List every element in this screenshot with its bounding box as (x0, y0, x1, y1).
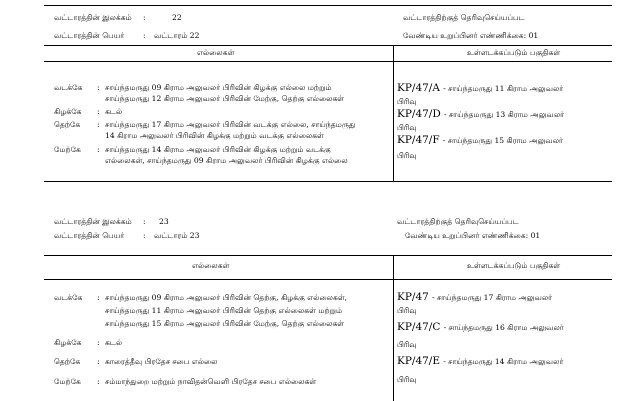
boundary-line: சாய்ந்தமருது 14 கிராம அலுவலர் பிரிவின் கிழக்கு மற்றும் வடக்கு (105, 145, 331, 154)
boundary-line: 14 கிராம அலுவலர் பிரிவின் கிழக்கு மற்றும் வடக்கு எல்லைகள் (105, 131, 324, 140)
boundary-colon: : (97, 338, 100, 347)
ward-number-colon: : (143, 217, 146, 226)
members-label-line1: வட்டாரத்திற்குத் தெரிவுசெய்யப்பட (397, 217, 519, 226)
table-top-rule (44, 255, 612, 256)
boundary-line: சாய்ந்தமருது 17 கிராம அலுவலர் பிரிவின் வடக்கு எல்லை, சாய்ந்தமருது (105, 120, 356, 129)
area-entry (397, 322, 564, 333)
area-desc: - சாய்ந்தமருது 13 கிராம அலுவலர் (443, 110, 565, 119)
ward-name-colon: : (143, 231, 146, 240)
boundary-line: காரைத்தீவு பிரதேச சபை எல்லை (105, 357, 218, 366)
boundary-line: சாய்ந்தமருது 09 கிராம அலுவலர் பிரிவின் தெற்கு, கிழக்கு எல்லைகள், (105, 293, 348, 302)
boundary-direction: மேற்கே (54, 145, 81, 154)
members-label-line1: வட்டாரத்திற்குத் தெரிவுசெய்யப்பட (403, 13, 525, 22)
area-entry (397, 135, 563, 146)
area-desc: - சாய்ந்தமருது 11 கிராம அலுவலர் (443, 84, 564, 93)
boundary-colon: : (97, 293, 100, 302)
boundary-line: சம்மாந்துறை மற்றும் நாவிதன்வெளி பிரதேச சபை எல்லைகள் (105, 377, 317, 386)
header-bottom-rule (44, 61, 612, 62)
boundary-direction: தெற்கே (54, 357, 81, 366)
boundary-direction: கிழக்கே (54, 338, 82, 347)
area-desc: - சாய்ந்தமருது 14 கிராம அலுவலர் (443, 357, 564, 366)
top-rule (44, 5, 612, 6)
ward-number-value: 22 (172, 13, 182, 22)
boundary-colon: : (97, 120, 100, 129)
area-entry (397, 356, 563, 367)
boundary-line: எல்லைகள், சாய்ந்தமருது 09 கிராம அலுவலர் பிரிவின் கிழக்கு எல்லை (105, 156, 348, 165)
boundary-line: சாய்ந்தமருது 09 கிராம அலுவலர் பிரிவின் கிழக்கு எல்லை மற்றும் (105, 83, 332, 92)
area-entry (397, 83, 563, 94)
col-header-areas: உள்ளடக்கப்படும் பகுதிகள் (467, 261, 561, 270)
area-entry (397, 292, 552, 303)
area-desc-cont: பிரிவு (397, 340, 417, 349)
boundary-colon: : (97, 377, 100, 386)
ward-name-value: வட்டாரம் 22 (154, 31, 200, 40)
area-desc-cont: பிரிவு (397, 375, 417, 384)
column-divider (393, 45, 394, 182)
column-divider (393, 255, 394, 401)
ward-name-value: வட்டாரம் 23 (154, 231, 200, 240)
area-desc-cont: பிரிவு (397, 151, 417, 160)
area-desc-cont: பிரிவு (397, 97, 417, 106)
boundary-direction: வடக்கே (54, 293, 83, 302)
boundary-colon: : (97, 145, 100, 154)
ward-name-label: வட்டாரத்தின் பெயர் (54, 31, 125, 40)
ward-number-value: 23 (159, 217, 169, 226)
area-desc: - சாய்ந்தமருது 17 கிராம அலுவலர் (432, 293, 553, 302)
boundary-line: கடல் (105, 338, 123, 347)
boundary-line: சாய்ந்தமருது 15 கிராம அலுவலர் பிரிவின் மேற்கு, தெற்கு எல்லைகள் (105, 319, 345, 328)
col-header-boundaries: எல்லைகள் (192, 261, 230, 270)
boundary-direction: தெற்கே (54, 120, 81, 129)
ward-name-colon: : (143, 31, 146, 40)
boundary-colon: : (97, 83, 100, 92)
area-code: KP/47/C (397, 321, 441, 333)
members-label-line2: வேண்டிய உறுப்பினர் எண்ணிக்கை: 01 (403, 31, 539, 40)
boundary-line: கடல் (105, 107, 123, 116)
col-header-areas: உள்ளடக்கப்படும் பகுதிகள் (467, 48, 561, 57)
ward-number-colon: : (143, 13, 146, 22)
boundary-colon: : (97, 107, 100, 116)
area-code: KP/47/A (397, 82, 440, 94)
ward-number-label: வட்டாரத்தின் இலக்கம் (54, 13, 132, 22)
boundary-colon: : (97, 357, 100, 366)
area-entry (397, 109, 564, 120)
table-bottom-rule (44, 181, 612, 182)
area-desc: - சாய்ந்தமருது 16 கிராம அலுவலர் (443, 323, 564, 332)
members-label-line2: வேண்டிய உறுப்பினர் எண்ணிக்கை: 01 (405, 231, 541, 240)
boundary-direction: மேற்கே (54, 377, 81, 386)
boundary-direction: வடக்கே (54, 83, 83, 92)
ward-name-label: வட்டாரத்தின் பெயர் (54, 231, 125, 240)
header-bottom-rule (44, 279, 612, 280)
area-code: KP/47/E (397, 355, 441, 367)
area-code: KP/47 (397, 291, 429, 303)
boundary-line: சாய்ந்தமருது 12 கிராம அலுவலர் பிரிவின் மேற்கு, தெற்கு எல்லைகள் (105, 94, 345, 103)
area-code: KP/47/F (397, 134, 440, 146)
area-code: KP/47/D (397, 108, 441, 120)
area-desc-cont: பிரிவு (397, 123, 417, 132)
area-desc: - சாய்ந்தமருது 15 கிராம அலுவலர் (442, 136, 563, 145)
boundary-direction: கிழக்கே (54, 107, 82, 116)
col-header-boundaries: எல்லைகள் (197, 48, 235, 57)
table-top-rule (44, 45, 612, 46)
boundary-line: சாய்ந்தமருது 11 கிராம அலுவலர் பிரிவின் தெற்கு எல்லைகள் மற்றும் (105, 306, 343, 315)
ward-number-label: வட்டாரத்தின் இலக்கம் (54, 217, 132, 226)
area-desc-cont: பிரிவு (397, 306, 417, 315)
